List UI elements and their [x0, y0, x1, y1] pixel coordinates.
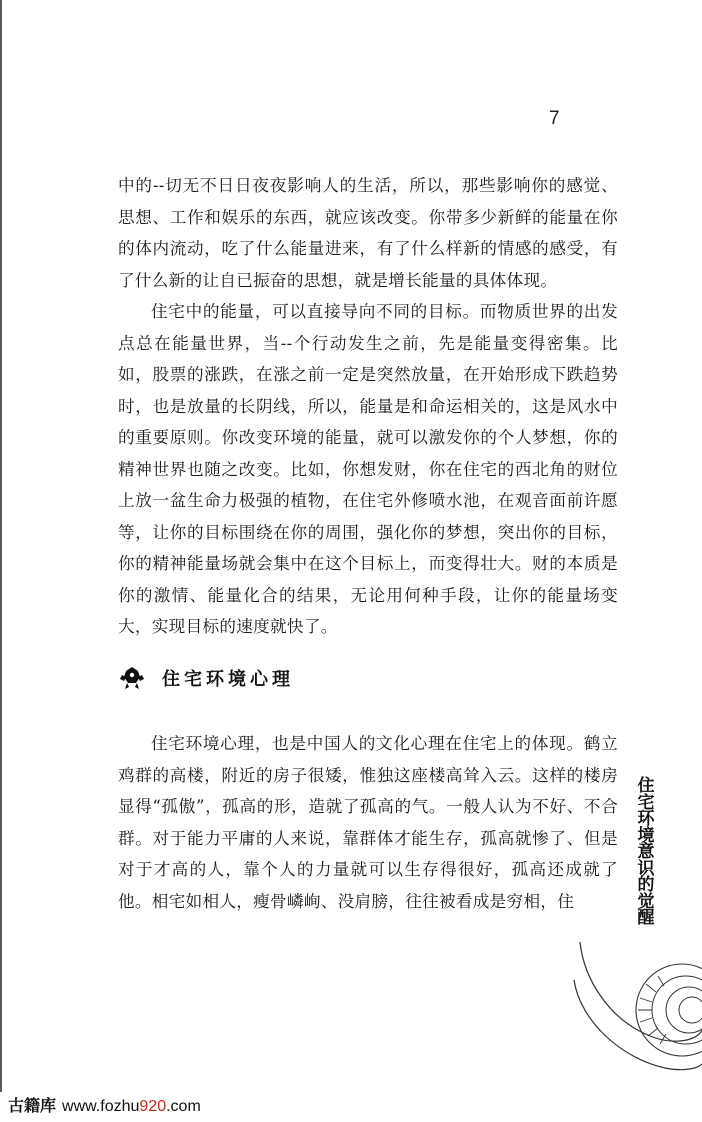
page-edge-rule [0, 0, 2, 1092]
section-heading [118, 664, 294, 692]
tortoise-ornament-icon [118, 665, 146, 691]
nautilus-shell-icon [570, 940, 702, 1090]
vertical-chapter-title: 住宅环境意识的觉醒 [637, 776, 655, 928]
footer-brand: 古籍库 [8, 1098, 57, 1115]
body-paragraph-3: 住宅环境心理，也是中国人的文化心理在住宅上的体现。鹤立鸡群的高楼，附近的房子很矮，惟独这座楼高耸入云。这样的楼房显得“孤傲”，孤高的形，造就了孤高的气。一般人认为不好、不合群。对于能力平庸的人来说，靠群体才能生存，孤高就惨了、但是对于才高的人，靠个人的力量就可以生存得很好，孤高还成就了他。相宅如相人，瘦骨嶙峋、没肩膀，往往被看成是穷相，住 [118, 734, 618, 911]
body-paragraph-1: 中的--切无不日日夜夜影响人的生活，所以，那些影响你的感觉、思想、工作和娱乐的东西，就应该改变。你带多少新鲜的能量在你的体内流动，吃了什么能量进来，有了什么样新的情感的感受，有了什么新的让自已振奋的思想，就是增长能量的具体体现。 [118, 176, 618, 290]
watermark-footer [8, 1093, 201, 1116]
footer-domain-suffix: .com [166, 1098, 201, 1115]
footer-domain-highlight: 920 [139, 1098, 167, 1115]
footer-domain [62, 1098, 201, 1115]
body-paragraph-2: 住宅中的能量，可以直接导向不同的目标。而物质世界的出发点总在能量世界，当--个行动发生之前，先是能量变得密集。比如，股票的涨跌，在涨之前一定是突然放量，在开始形成下跌趋势时，也是放量的长阴线，所以，能量是和命运相关的，这是风水中的重要原则。你改变环境的能量，就可以激发你的个人梦想，你的精神世界也随之改变。比如，你想发财，你在住宅的西北角的财位上放一盆生命力极强的植物，在住宅外修喷水池，在观音面前许愿等，让你的目标围绕在你的周围，强化你的梦想，突出你的目标，你的精神能量场就会集中在这个目标上，而变得壮大。财的本质是你的激情、能量化合的结果，无论用何种手段，让你的能量场变大，实现目标的速度就快了。 [118, 302, 618, 636]
section-title: 住宅环境心理 [162, 669, 294, 690]
page-number: 7 [549, 108, 560, 129]
footer-domain-prefix: www.fozhu [62, 1098, 140, 1115]
